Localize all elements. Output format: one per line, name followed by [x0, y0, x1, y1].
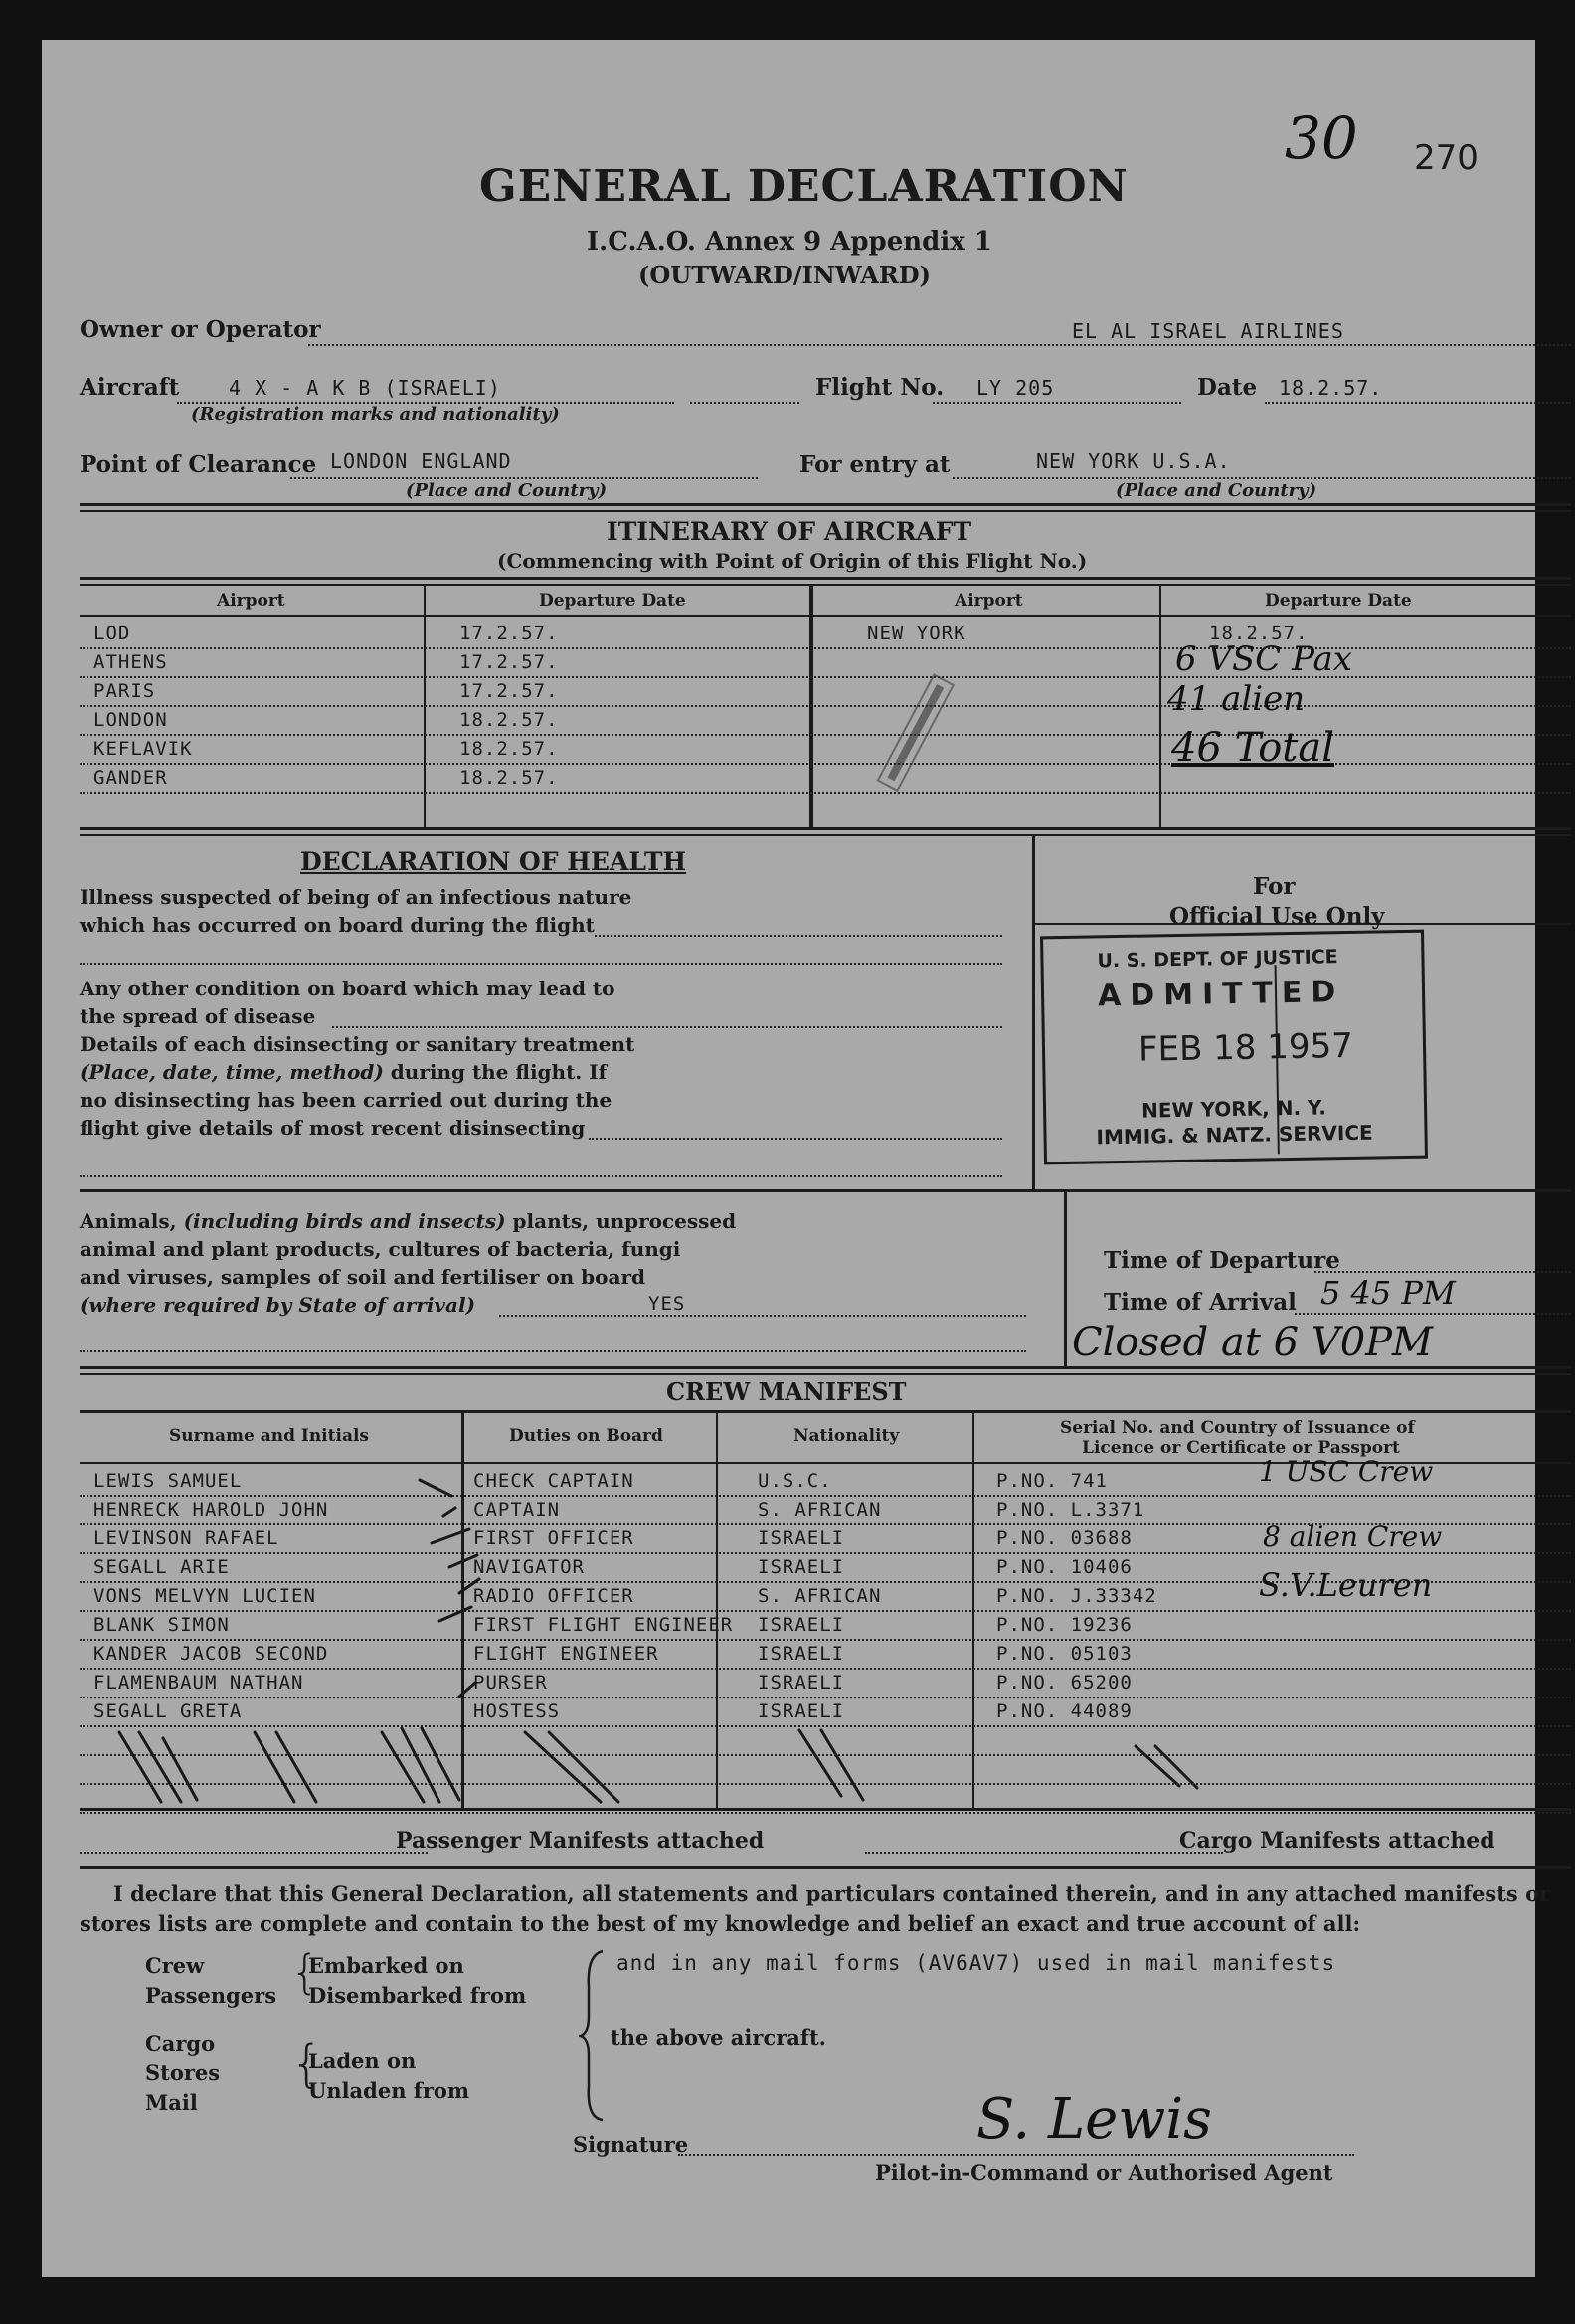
entry-dotted-line	[953, 477, 1571, 479]
health-other-line1: Any other condition on board which may lead to	[80, 977, 615, 1000]
declaration-big-brace	[579, 1947, 609, 2124]
crew-title: CREW MANIFEST	[666, 1377, 907, 1406]
itinerary-departure-date: 18.2.57.	[459, 767, 559, 789]
itinerary-airport: LOD	[93, 623, 131, 644]
signature-role: Pilot-in-Command or Authorised Agent	[875, 2160, 1333, 2185]
health-blank-dotted-line	[80, 963, 1002, 965]
direction-label: (OUTWARD/INWARD)	[638, 261, 931, 289]
cargo-brace: {	[290, 2035, 324, 2094]
itinerary-right-airport: NEW YORK	[867, 623, 966, 644]
entry-note: (Place and Country)	[1116, 480, 1317, 501]
document-subtitle: I.C.A.O. Annex 9 Appendix 1	[587, 227, 992, 257]
signature-dotted-line	[678, 2154, 1354, 2156]
clearance-value: LONDON ENGLAND	[330, 449, 512, 473]
handwritten-alien-note: 41 alien	[1167, 679, 1306, 719]
itinerary-row-line	[80, 763, 1571, 765]
official-rule	[1034, 923, 1571, 925]
itinerary-airport: PARIS	[93, 680, 156, 702]
stores-option: Stores	[145, 2060, 221, 2085]
crew-duty: NAVIGATOR	[473, 1556, 585, 1578]
animals-line1-c: plants, unprocessed	[505, 1209, 737, 1233]
crew-top-rule	[80, 1366, 1571, 1369]
owner-dotted-line	[308, 344, 1571, 346]
crew-name: KANDER JACOB SECOND	[93, 1643, 329, 1665]
entry-label: For entry at	[799, 451, 951, 478]
itinerary-airport: KEFLAVIK	[93, 738, 193, 760]
itinerary-column-head-rule	[80, 615, 1571, 617]
health-disinsect-dotted-line	[589, 1138, 1002, 1140]
crew-serial: P.NO. L.3371	[996, 1499, 1145, 1520]
crew-nationality: ISRAELI	[758, 1700, 845, 1722]
owner-value: EL AL ISRAEL AIRLINES	[1072, 319, 1344, 343]
itinerary-title: ITINERARY OF AIRCRAFT	[607, 517, 972, 546]
above-aircraft: the above aircraft.	[611, 2025, 826, 2050]
times-divider	[1064, 1191, 1067, 1366]
crew-name: SEGALL ARIE	[93, 1556, 230, 1578]
flight-dotted-line	[933, 402, 1181, 404]
page-number: 270	[1414, 138, 1479, 178]
cargo-option: Cargo	[145, 2031, 216, 2056]
itinerary-col-departure-right: Departure Date	[1265, 591, 1412, 611]
crew-handwritten-strokes	[82, 1472, 1275, 1810]
itinerary-top-rule-2	[80, 510, 1571, 512]
arrival-time-value: 5 45 PM	[1320, 1274, 1456, 1312]
clearance-label: Point of Clearance	[80, 451, 317, 478]
passenger-manifests-label: Passenger Manifests attached	[396, 1828, 765, 1854]
stamp-city: NEW YORK, N. Y.	[1140, 1095, 1327, 1123]
health-disinsect-line2	[80, 1062, 607, 1082]
crew-serial: P.NO. 44089	[996, 1700, 1133, 1722]
itinerary-departure-date: 17.2.57.	[459, 680, 559, 702]
itinerary-subtitle: (Commencing with Point of Origin of this Flight No.)	[497, 549, 1088, 573]
laden-option: Laden on	[308, 2049, 417, 2073]
signature-handwritten: S. Lewis	[976, 2087, 1212, 2152]
flight-label: Flight No.	[815, 374, 945, 401]
crew-note-initials: S.V.Leuren	[1259, 1566, 1433, 1604]
itinerary-airport: LONDON	[93, 709, 168, 731]
passengers-option: Passengers	[145, 1983, 277, 2008]
crew-name: FLAMENBAUM NATHAN	[93, 1672, 304, 1694]
crew-col-nationality: Nationality	[793, 1426, 900, 1446]
crew-name: LEWIS SAMUEL	[93, 1470, 243, 1492]
stamp-date: FEB 18 1957	[1138, 1025, 1354, 1070]
handwritten-total-note: 46 Total	[1171, 725, 1334, 771]
declaration-line1: I declare that this General Declaration, all statements and particulars contained therein, and in any attached manifests or	[113, 1881, 1551, 1906]
stamp-service: IMMIG. & NATZ. SERVICE	[1096, 1120, 1373, 1150]
date-value: 18.2.57.	[1279, 376, 1383, 400]
health-illness-line2: which has occurred on board during the flight	[80, 913, 595, 937]
itinerary-departure-date: 18.2.57.	[459, 709, 559, 731]
health-disinsect-line3: no disinsecting has been carried out during the	[80, 1088, 612, 1112]
declaration-top-rule	[80, 1866, 1571, 1869]
animals-line2: animal and plant products, cultures of bacteria, fungi	[80, 1237, 681, 1261]
aircraft-label: Aircraft	[80, 374, 180, 401]
crew-duty: FIRST FLIGHT ENGINEER	[473, 1614, 734, 1636]
animals-top-rule	[80, 1189, 1571, 1192]
official-use-line1: For	[1253, 873, 1296, 900]
crew-blank-row-line	[80, 1812, 1571, 1814]
crew-nationality: ISRAELI	[758, 1672, 845, 1694]
crew-duty: RADIO OFFICER	[473, 1585, 634, 1607]
animals-line1-b: (including birds and insects)	[183, 1209, 506, 1233]
crew-nationality: ISRAELI	[758, 1614, 845, 1636]
health-disinsect-line1: Details of each disinsecting or sanitary treatment	[80, 1032, 635, 1056]
flight-value: LY 205	[976, 376, 1055, 400]
crew-col-name: Surname and Initials	[169, 1426, 369, 1446]
itinerary-col-departure-left: Departure Date	[539, 591, 686, 611]
health-other-dotted-line	[332, 1026, 1002, 1028]
departure-time-dotted-line	[1314, 1271, 1571, 1273]
signature-label: Signature	[573, 2132, 689, 2157]
cargo-manifest-dotted-line	[865, 1852, 1223, 1854]
departure-time-label: Time of Departure	[1104, 1247, 1340, 1274]
manifest-top-rule	[80, 1808, 1571, 1811]
crew-name: HENRECK HAROLD JOHN	[93, 1499, 329, 1520]
official-use-line2: Official Use Only	[1169, 903, 1385, 930]
crew-duty: FIRST OFFICER	[473, 1527, 634, 1549]
arrival-time-label: Time of Arrival	[1104, 1289, 1297, 1316]
crew-col-serial-line2: Licence or Certificate or Passport	[1082, 1438, 1400, 1458]
crew-nationality: ISRAELI	[758, 1527, 845, 1549]
crew-option: Crew	[145, 1953, 205, 1978]
animals-bottom-dotted-line	[80, 1350, 1026, 1352]
aircraft-value: 4 X - A K B (ISRAELI)	[229, 376, 501, 400]
owner-label: Owner or Operator	[80, 316, 321, 343]
animals-line3: and viruses, samples of soil and fertiliser on board	[80, 1265, 645, 1289]
crew-col-duties: Duties on Board	[509, 1426, 663, 1446]
animals-value: YES	[648, 1293, 686, 1315]
entry-value: NEW YORK U.S.A.	[1036, 449, 1231, 473]
mail-option: Mail	[145, 2090, 198, 2115]
animals-line1-a: Animals,	[80, 1209, 184, 1233]
crew-duty: PURSER	[473, 1672, 548, 1694]
health-disinsect-line4: flight give details of most recent disinsecting	[80, 1116, 586, 1140]
clearance-note: (Place and Country)	[406, 480, 608, 501]
crew-col-serial-line1: Serial No. and Country of Issuance of	[1060, 1418, 1415, 1438]
document-title: GENERAL DECLARATION	[479, 161, 1129, 212]
crew-serial: P.NO. 19236	[996, 1614, 1133, 1636]
crew-nationality: ISRAELI	[758, 1643, 845, 1665]
itinerary-col-airport-right: Airport	[955, 591, 1023, 611]
handwritten-pax-note: 6 VSC Pax	[1175, 639, 1352, 679]
aircraft-note: (Registration marks and nationality)	[191, 404, 560, 425]
itinerary-departure-date: 18.2.57.	[459, 738, 559, 760]
health-top-rule-2	[80, 834, 1571, 836]
embarked-option: Embarked on	[308, 1953, 464, 1978]
crew-serial: P.NO. 05103	[996, 1643, 1133, 1665]
crew-duty: CHECK CAPTAIN	[473, 1470, 634, 1492]
crew-top-rule-2	[80, 1373, 1571, 1375]
itinerary-header-rule-2	[80, 584, 1571, 586]
disembarked-option: Disembarked from	[308, 1983, 527, 2008]
crew-serial: P.NO. 03688	[996, 1527, 1133, 1549]
crew-duty: FLIGHT ENGINEER	[473, 1643, 659, 1665]
crew-name: BLANK SIMON	[93, 1614, 230, 1636]
crew-nationality: S. AFRICAN	[758, 1585, 882, 1607]
crew-note-alien: 8 alien Crew	[1263, 1520, 1443, 1553]
crew-nationality: ISRAELI	[758, 1556, 845, 1578]
crew-name: SEGALL GRETA	[93, 1700, 243, 1722]
handwritten-number: 30	[1285, 104, 1358, 172]
itinerary-col-airport-left: Airport	[217, 591, 285, 611]
crew-serial: P.NO. 65200	[996, 1672, 1133, 1694]
itinerary-row-line	[80, 792, 1571, 794]
crew-duty: CAPTAIN	[473, 1499, 561, 1520]
health-disinsect-rest: during the flight. If	[383, 1060, 608, 1084]
crew-name: LEVINSON RAFAEL	[93, 1527, 279, 1549]
animals-line1	[80, 1211, 736, 1231]
crew-name: VONS MELVYN LUCIEN	[93, 1585, 316, 1607]
faint-stamp-mark	[857, 656, 986, 815]
document-sheet	[42, 40, 1551, 2277]
closed-note: Closed at 6 V0PM	[1072, 1320, 1434, 1365]
date-dotted-line	[1265, 402, 1571, 404]
crew-brace: {	[290, 1945, 320, 1999]
unladen-option: Unladen from	[308, 2078, 470, 2103]
stamp-admitted: ADMITTED	[1097, 975, 1345, 1014]
health-other-line2: the spread of disease	[80, 1004, 316, 1028]
aircraft-gap-dotted-line	[690, 402, 799, 404]
crew-nationality: S. AFRICAN	[758, 1499, 882, 1520]
health-top-rule	[80, 827, 1571, 830]
itinerary-right-date: 18.2.57.	[1209, 623, 1309, 644]
mail-forms-line: and in any mail forms (AV6AV7) used in mail manifests	[616, 1951, 1336, 1975]
crew-serial: P.NO. J.33342	[996, 1585, 1157, 1607]
crew-serial: P.NO. 10406	[996, 1556, 1133, 1578]
crew-nationality: U.S.C.	[758, 1470, 832, 1492]
itinerary-header-rule	[80, 577, 1571, 580]
declaration-line2: stores lists are complete and contain to the best of my knowledge and belief an exact and true account of all:	[80, 1911, 1361, 1936]
clearance-dotted-line	[290, 477, 758, 479]
animals-dotted-line	[499, 1315, 1026, 1317]
cargo-manifests-label: Cargo Manifests attached	[1179, 1828, 1495, 1854]
itinerary-top-rule	[80, 503, 1571, 506]
stamp-dept: U. S. DEPT. OF JUSTICE	[1097, 946, 1338, 973]
itinerary-departure-date: 17.2.57.	[459, 623, 559, 644]
health-disinsect-italic: (Place, date, time, method)	[80, 1060, 384, 1084]
itinerary-airport: ATHENS	[93, 651, 168, 673]
crew-duty: HOSTESS	[473, 1700, 561, 1722]
crew-serial: P.NO. 741	[996, 1470, 1108, 1492]
health-illness-line1: Illness suspected of being of an infectious nature	[80, 885, 632, 909]
crew-note-usc: 1 USC Crew	[1259, 1455, 1434, 1488]
health-illness-dotted-line	[595, 935, 1002, 937]
health-bottom-dotted-line	[80, 1175, 1002, 1177]
itinerary-row-line	[80, 734, 1571, 736]
date-label: Date	[1197, 374, 1258, 401]
animals-line4: (where required by State of arrival)	[80, 1293, 476, 1317]
itinerary-airport: GANDER	[93, 767, 168, 789]
official-divider	[1032, 835, 1035, 1189]
itinerary-row-line	[80, 705, 1571, 707]
crew-header-rule	[80, 1410, 1571, 1413]
admitted-stamp	[1040, 930, 1428, 1165]
passenger-manifest-dotted-line	[80, 1852, 428, 1854]
arrival-time-dotted-line	[1295, 1313, 1571, 1315]
itinerary-departure-date: 17.2.57.	[459, 651, 559, 673]
health-title: DECLARATION OF HEALTH	[300, 847, 687, 876]
